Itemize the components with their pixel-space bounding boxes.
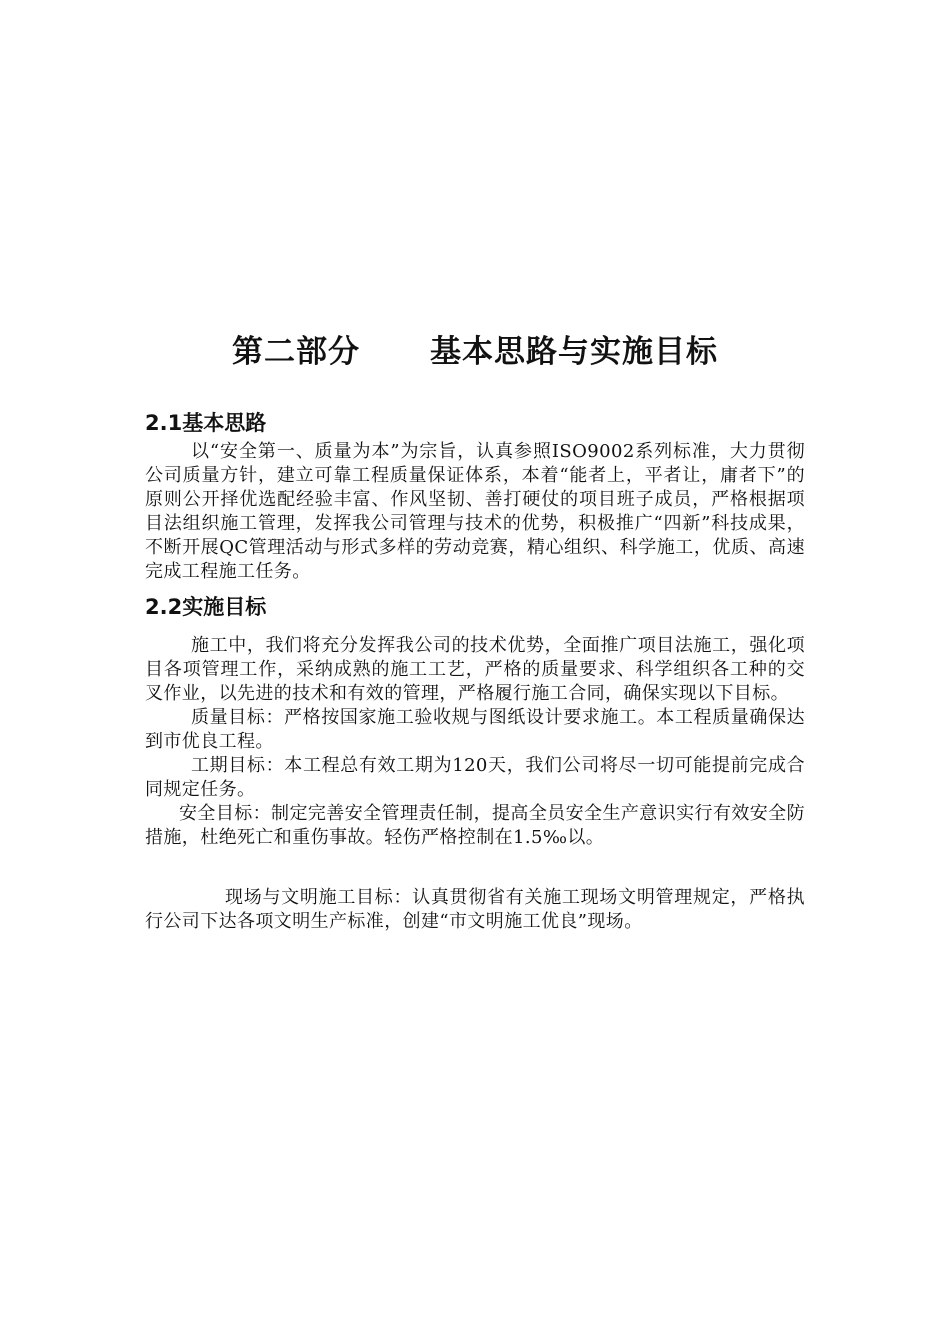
document-body [145,406,805,934]
paragraph-implementation-intro: 施工中，我们将充分发挥我公司的技术优势，全面推广项目法施工，强化项目各项管理工作，采纳成熟的施工工艺，严格的质量要求、科学组织各工种的交叉作业，以先进的技术和有效的管理，严格履行施工合同，确保实现以下目标。 [145,635,805,704]
title-part: 第二部分 [232,334,360,370]
paragraph-quality-goal: 质量目标：严格按国家施工验收规与图纸设计要求施工。本工程质量确保达到市优良工程。 [145,707,805,752]
section-heading-implementation-goals: 2.2实施目标 [145,595,267,619]
paragraph-safety-goal: 安全目标：制定完善安全管理责任制，提高全员安全生产意识实行有效安全防措施，杜绝死亡和重伤事故。轻伤严格控制在1.5‰以。 [145,803,805,848]
title-subject: 基本思路与实施目标 [430,334,718,370]
paragraph-civilized-construction-goal: 现场与文明施工目标：认真贯彻省有关施工现场文明管理规定，严格执行公司下达各项文明生产标准，创建“市文明施工优良”现场。 [145,887,805,932]
page-title [0,326,950,371]
paragraph-schedule-goal: 工期目标：本工程总有效工期为120天，我们公司将尽一切可能提前完成合同规定任务。 [145,755,805,800]
paragraph-basic-approach: 以“安全第一、质量为本”为宗旨，认真参照ISO9002系列标准，大力贯彻公司质量方针，建立可靠工程质量保证体系，本着“能者上，平者让，庸者下”的原则公开择优选配经验丰富、作风坚韧、善打硬仗的项目班子成员，严格根据项目法组织施工管理，发挥我公司管理与技术的优势，积极推广“四新”科技成果，不断开展QC管理活动与形式多样的劳动竞赛，精心组织、科学施工，优质、高速完成工程施工任务。 [145,441,805,582]
blank-line [145,850,805,886]
section-heading-basic-approach: 2.1基本思路 [145,411,267,435]
